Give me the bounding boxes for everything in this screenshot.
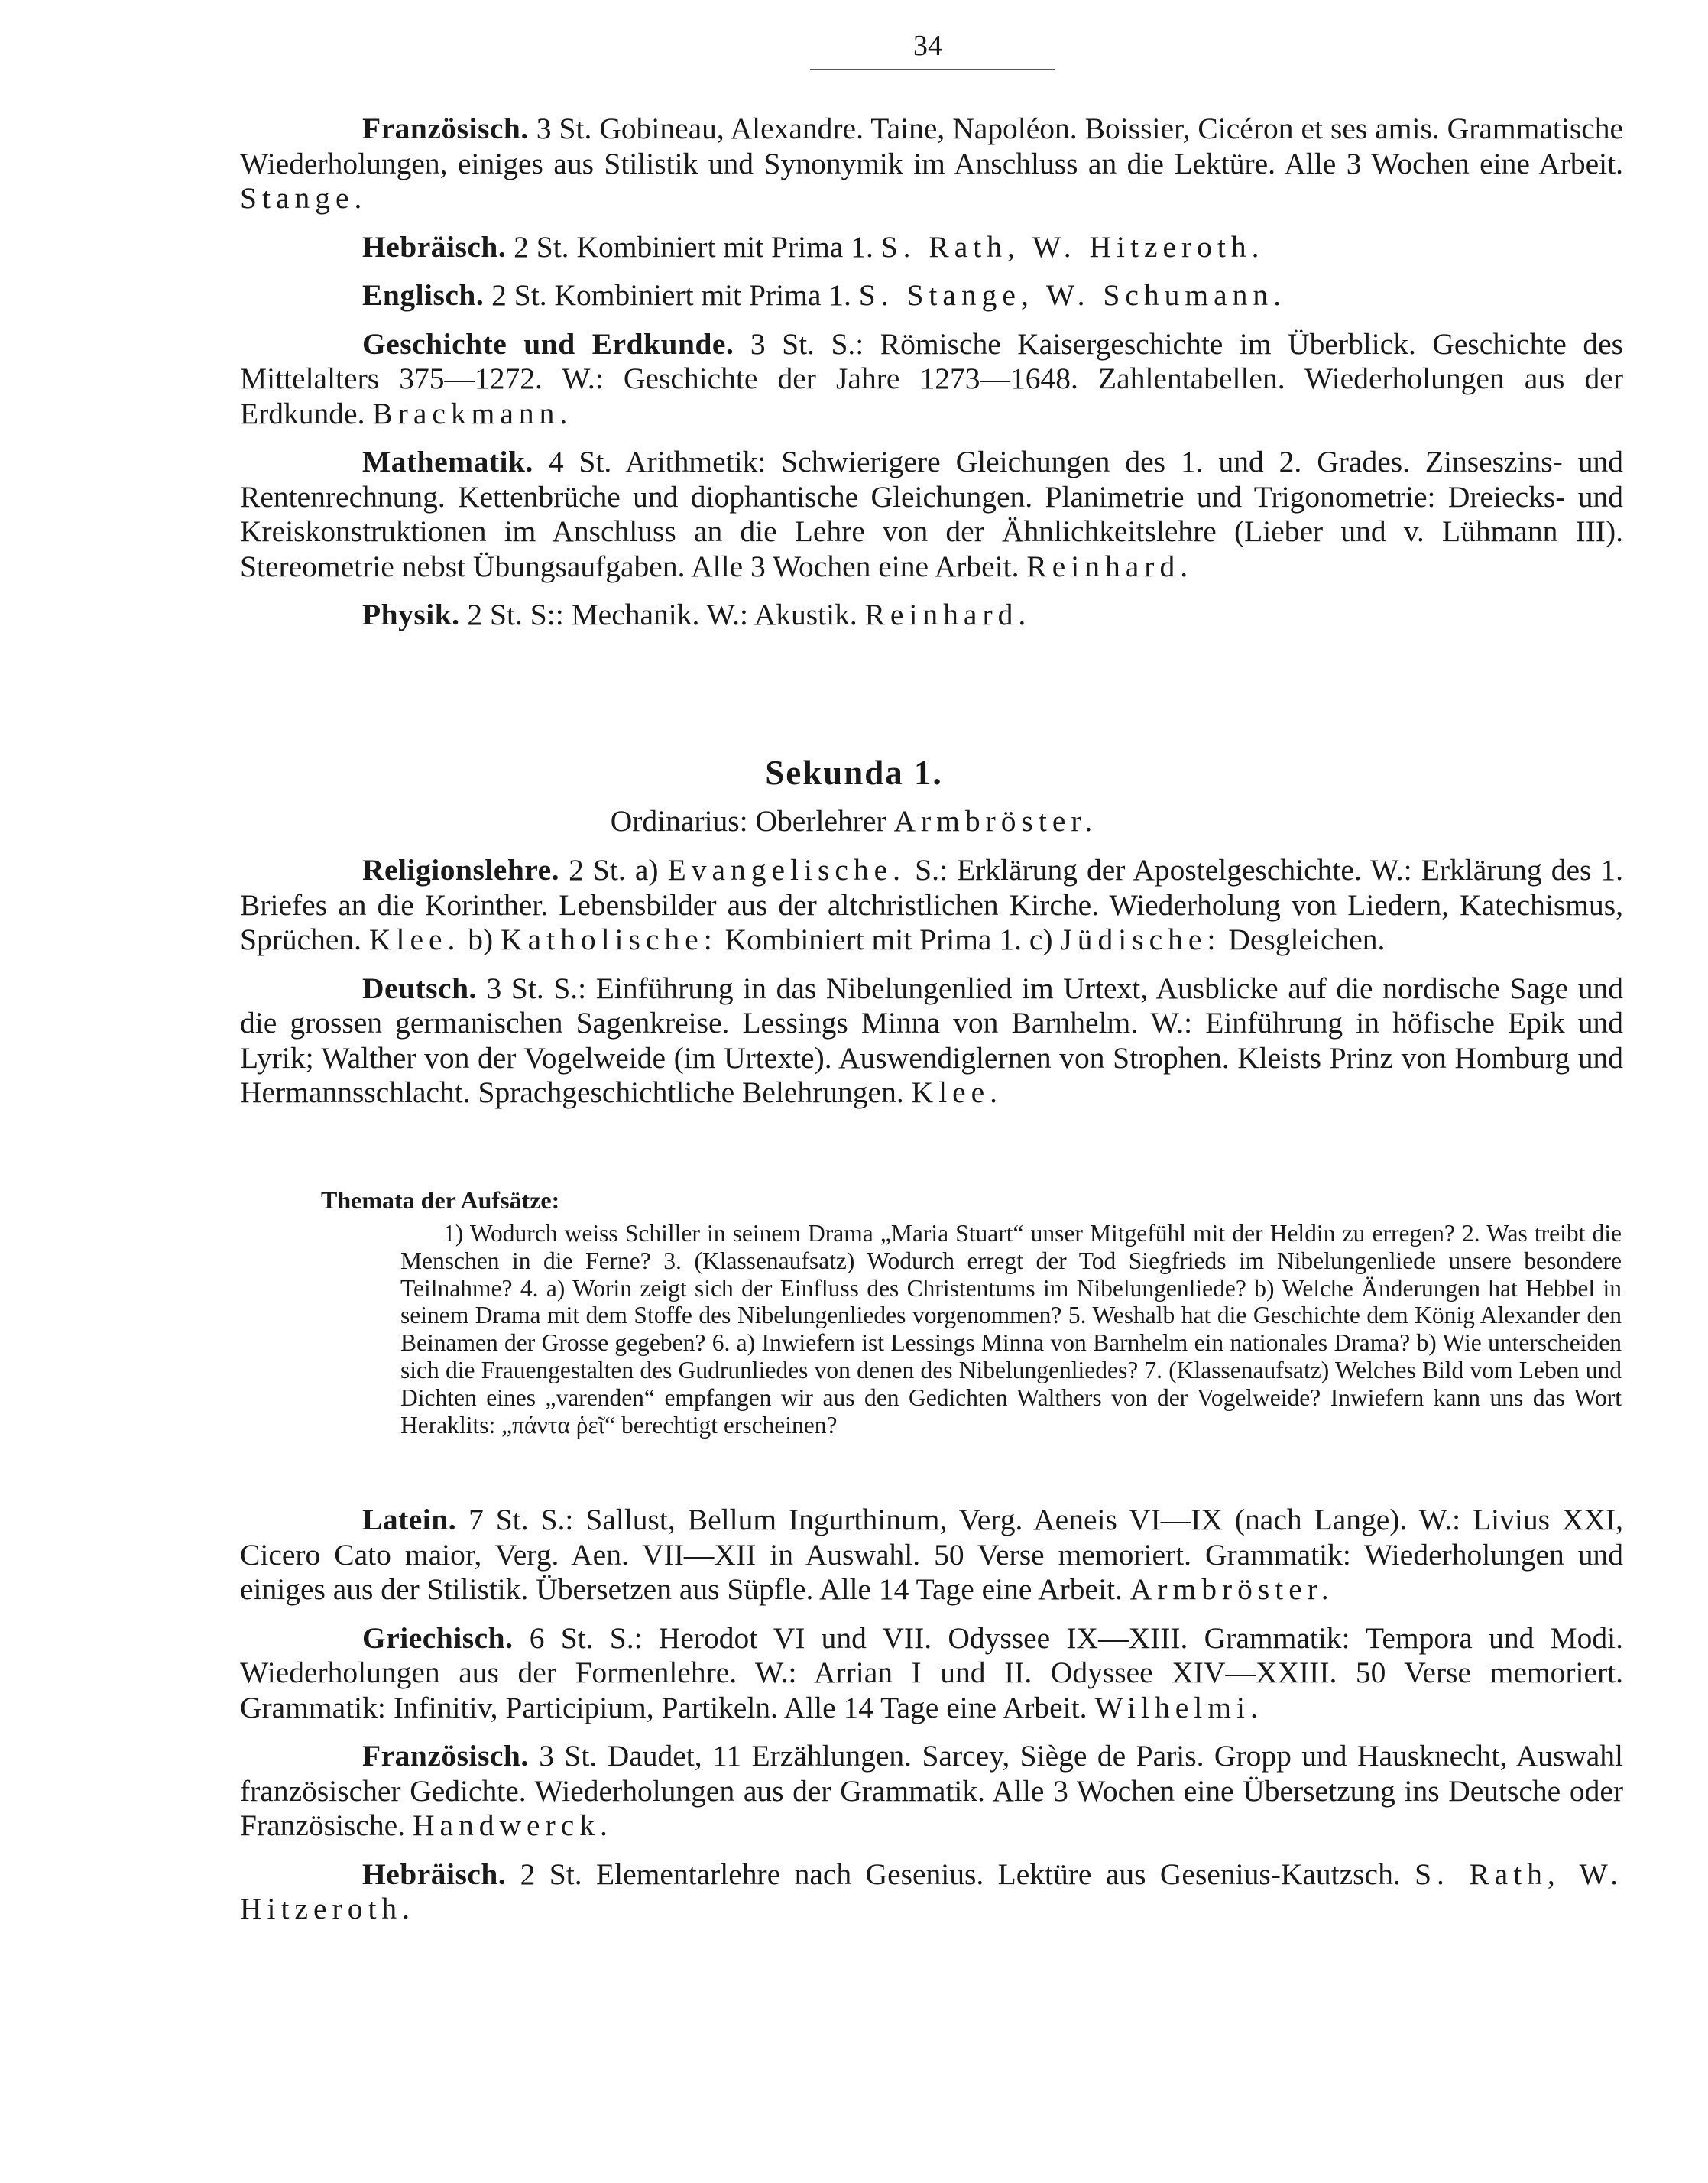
subject-heading: Griechisch. <box>362 1620 514 1655</box>
section-text: S.: Herodot VI und VII. Odyssee IX—XIII. Grammatik: Tempora und Modi. Wiederholungen aus der Formenlehre. W.: Arrian I und II. Odyssee XIV—XXIII. 50 Verse memoriert. Grammatik: Infinitiv, Participium, Partikeln. Alle 14 Tage eine Arbeit. <box>240 1620 1624 1724</box>
section-text: S.: Sallust, Bellum Ingurthinum, Verg. Aeneis VI—IX (nach Lange). W.: Livius XXI, Cicero Cato maior, Verg. Aen. VII—XII in Auswahl. 50 Verse memoriert. Grammatik: Wiederholungen und einiges aus der Stilistik. Übersetzen aus Süpfle. Alle 14 Tage eine Arbeit. <box>240 1503 1623 1606</box>
section-text: S.: Römische Kaisergeschichte im Überblick. Geschichte des Mittelalters 375—1272. W.: Geschichte der Jahre 1273—1648. Zahlentabellen. Wiederholungen aus der Erdkunde. <box>240 326 1624 430</box>
section-hebraeisch-2 <box>240 1857 1623 1927</box>
teacher-name: Brackmann. <box>372 396 573 430</box>
hours: 4 St. <box>548 445 612 478</box>
part-c-text: Desgleichen. <box>1228 923 1386 956</box>
sekunda-block-2 <box>240 1503 1623 1927</box>
teacher-name: Klee. <box>911 1075 1003 1109</box>
hours: 2 St. <box>467 598 523 631</box>
hours: 6 St. <box>529 1620 594 1655</box>
teacher-name: Klee. <box>368 923 461 956</box>
section-englisch <box>240 278 1623 313</box>
teacher-name: Handwerck. <box>412 1808 613 1842</box>
hours: 2 St. <box>491 278 547 312</box>
hours: 3 St. <box>536 112 592 145</box>
section-text: Kombiniert mit Prima 1. <box>554 278 851 312</box>
hours: 2 St. <box>569 853 626 887</box>
subject-heading: Deutsch. <box>362 971 477 1005</box>
hours: 2 St. <box>520 1857 582 1891</box>
section-text: S:: Mechanik. W.: Akustik. <box>530 598 857 631</box>
hours: 3 St. <box>539 1739 598 1773</box>
teacher-name: Wilhelmi. <box>1094 1690 1263 1724</box>
part-c-label: c) <box>1029 923 1053 956</box>
teacher-name: Reinhard. <box>864 598 1032 631</box>
ordinarius-name: Armbröster. <box>893 804 1098 838</box>
part-a-name: Evangelische. <box>667 853 906 887</box>
section-mathematik <box>240 445 1623 584</box>
ordinarius-label: Ordinarius: Oberlehrer <box>610 804 886 838</box>
subject-heading: Englisch. <box>362 278 485 312</box>
part-b-text: Kombiniert mit Prima 1. <box>724 923 1022 956</box>
subject-heading: Latein. <box>362 1503 457 1536</box>
teacher-name: Reinhard. <box>1026 549 1194 583</box>
page-number: 34 <box>913 30 942 62</box>
section-title: Sekunda 1. <box>765 754 943 792</box>
part-a-text: S.: Erklärung der Apostelgeschichte. W.: Erklärung des 1. Briefes an die Korinther. Lebensbilder aus der altchristlichen Kirche. Wiederholung von Liedern, Katechismus, Sprüchen. <box>240 853 1624 956</box>
top-block <box>240 112 1623 633</box>
part-c-name: Jüdische: <box>1060 923 1221 956</box>
section-text: Daudet, 11 Erzählungen. Sarcey, Siège de Paris. Gropp und Hausknecht, Auswahl französischer Gedichte. Wiederholungen aus der Grammatik. Alle 3 Wochen eine Übersetzung ins Deutsche oder Französische. <box>240 1739 1624 1842</box>
subject-heading: Physik. <box>362 598 460 631</box>
header-rule <box>810 69 1055 70</box>
section-hebraeisch <box>240 230 1623 265</box>
section-religion <box>240 853 1623 958</box>
hours: 2 St. <box>514 229 569 264</box>
section-deutsch <box>240 971 1623 1111</box>
part-b-label: b) <box>468 923 494 956</box>
themata-text: 1) Wodurch weiss Schiller in seinem Drama „Maria Stuart“ unser Mitgefühl mit der Heldin zu erregen? 2. Was treibt die Menschen in die Ferne? 3. (Klassenaufsatz) Wodurch erregt der Tod Siegfrieds im Nibelungenliede unsere besondere Teilnahme? 4. a) Worin zeigt sich der Einfluss des Christentums im Nibelungenliede? b) Welche Änderungen hat Hebbel in seinem Drama mit dem Stoffe des Nibelungenliedes vorgenommen? 5. Weshalb hat die Geschichte dem König Alexander den Beinamen der Grosse gegeben? 6. a) Inwiefern ist Lessings Minna von Barnhelm ein nationales Drama? b) Wie unterscheiden sich die Frauengestalten des Gudrunliedes von denen des Nibelungenliedes? 7. (Klassenaufsatz) Welches Bild vom Leben und Dichten eines „varenden“ empfangen wir aus den Gedichten Walthers von der Vogelweide? Inwiefern kann uns das Wort Heraklits: „πάντα ῥεῖ“ berechtigt erscheinen? <box>400 1220 1622 1439</box>
subject-heading: Französisch. <box>362 112 529 145</box>
teacher-name: Armbröster. <box>1129 1572 1334 1606</box>
subject-heading: Französisch. <box>362 1739 529 1773</box>
teacher-name: S. Stange, W. Schumann. <box>858 278 1287 312</box>
subject-heading: Geschichte und Erdkunde. <box>362 326 734 361</box>
teacher-name: Stange. <box>240 181 368 215</box>
part-b-name: Katholische: <box>501 923 718 956</box>
sekunda-block-1 <box>240 853 1623 1111</box>
subject-heading: Hebräisch. <box>362 1857 507 1891</box>
ordinarius-line <box>0 804 1708 838</box>
section-franzoesisch <box>240 112 1623 216</box>
hours: 3 St. <box>486 971 544 1005</box>
section-text: Kombiniert mit Prima 1. <box>576 229 873 264</box>
part-a-label: a) <box>634 853 659 887</box>
subject-heading: Mathematik. <box>362 445 533 478</box>
section-text: S.: Einführung in das Nibelungenlied im Urtext, Ausblicke auf die nordische Sage und die grossen germanischen Sagenkreise. Lessings Minna von Barnhelm. W.: Einführung in höfische Epik und Lyrik; Walther von der Vogelweide (im Urtexte). Auswendiglernen von Strophen. Kleists Prinz von Homburg und Hermannsschlacht. Sprachgeschichtliche Belehrungen. <box>240 971 1623 1109</box>
section-text: Gobineau, Alexandre. Taine, Napoléon. Boissier, Cicéron et ses amis. Grammatische Wiederholungen, einiges aus Stilistik und Synonymik im Anschluss an die Lektüre. Alle 3 Wochen eine Arbeit. <box>240 112 1624 180</box>
teacher-name: S. Rath, W. Hitzeroth. <box>240 1857 1624 1925</box>
themata-label: Themata der Aufsätze: <box>321 1186 560 1214</box>
subject-heading: Hebräisch. <box>362 229 507 264</box>
hours: 3 St. <box>750 326 815 361</box>
teacher-name: S. Rath, W. Hitzeroth. <box>880 229 1265 264</box>
section-physik <box>240 598 1623 633</box>
subject-heading: Religionslehre. <box>362 853 560 887</box>
section-griechisch <box>240 1621 1623 1726</box>
hours: 7 St. <box>468 1503 529 1536</box>
themata-block <box>400 1220 1622 1439</box>
section-text: Elementarlehre nach Gesenius. Lektüre aus Gesenius-Kautzsch. <box>595 1857 1401 1891</box>
section-geschichte <box>240 327 1623 432</box>
section-text: Arithmetik: Schwierigere Gleichungen des 1. und 2. Grades. Zinseszins- und Rentenrechnung. Kettenbrüche und diophantische Gleichungen. Planimetrie und Trigonometrie: Dreiecks- und Kreiskonstruktionen im Anschluss an die Lehre von der Ähnlichkeitslehre (Lieber und v. Lühmann III). Stereometrie nebst Übungsaufgaben. Alle 3 Wochen eine Arbeit. <box>240 445 1624 583</box>
section-latein <box>240 1503 1623 1607</box>
section-franzoesisch-2 <box>240 1739 1623 1844</box>
